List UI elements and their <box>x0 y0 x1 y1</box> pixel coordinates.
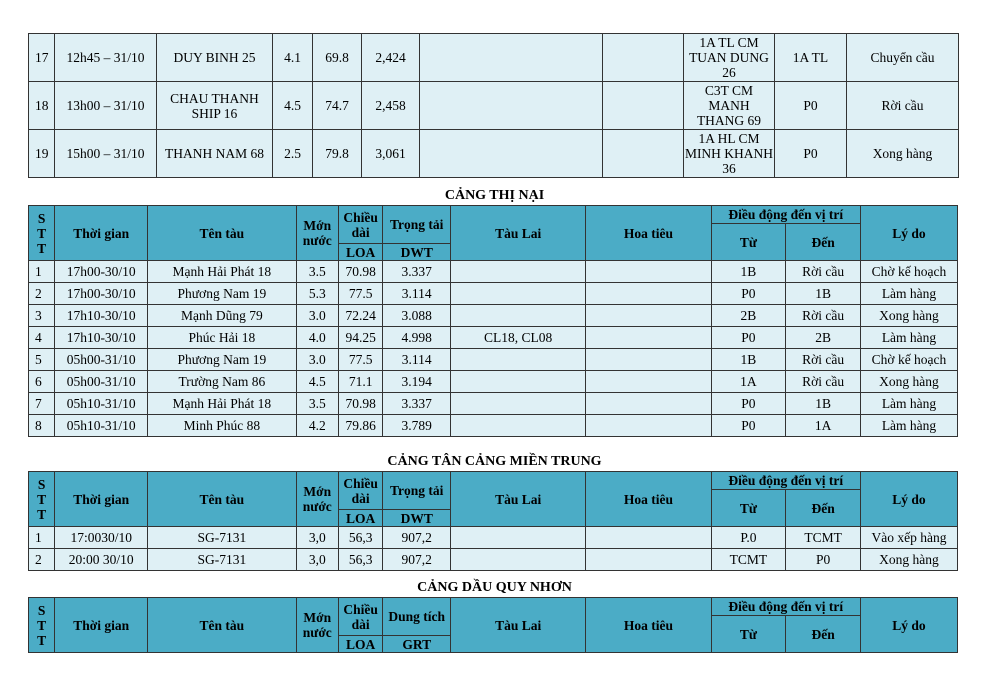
cell-pilot <box>586 371 711 393</box>
header-to: Đến <box>786 490 861 527</box>
cell-time: 05h10-31/10 <box>55 415 148 437</box>
header-to: Đến <box>786 616 861 653</box>
cell-time: 05h00-31/10 <box>55 371 148 393</box>
table-row <box>29 130 959 178</box>
cell-reason: Chờ kế hoạch <box>860 349 957 371</box>
cell-loa: 70.98 <box>338 261 382 283</box>
cell-tug <box>451 415 586 437</box>
cell-from: 1A TL CM TUAN DUNG 26 <box>684 34 775 82</box>
cell-name: Phương Nam 19 <box>148 283 296 305</box>
cell-from: P0 <box>711 327 786 349</box>
cell-time: 13h00 – 31/10 <box>55 82 157 130</box>
cell-time: 20:00 30/10 <box>55 549 148 571</box>
cell-reason: Xong hàng <box>860 305 957 327</box>
cell-tug <box>420 34 603 82</box>
header-from: Từ <box>711 490 786 527</box>
cell-dwt: 3.114 <box>383 349 451 371</box>
cell-loa: 70.98 <box>338 393 382 415</box>
cell-stt: 1 <box>29 261 55 283</box>
cell-time: 17h00-30/10 <box>55 261 148 283</box>
previous-port-table <box>28 33 959 178</box>
cell-name: DUY BINH 25 <box>157 34 273 82</box>
cell-stt: 2 <box>29 549 55 571</box>
cell-name: Mạnh Hải Phát 18 <box>148 393 296 415</box>
table-row <box>29 82 959 130</box>
header-length: Chiều dài <box>338 206 382 244</box>
thi-nai-table <box>28 205 958 437</box>
header-reason: Lý do <box>860 206 957 261</box>
cell-from: P0 <box>711 283 786 305</box>
cell-stt: 3 <box>29 305 55 327</box>
cell-pilot <box>586 415 711 437</box>
cell-name: SG-7131 <box>148 549 296 571</box>
cell-loa: 71.1 <box>338 371 382 393</box>
header-pilot: Hoa tiêu <box>586 598 711 653</box>
table-row <box>29 305 958 327</box>
cell-pilot <box>586 393 711 415</box>
cell-stt: 18 <box>29 82 55 130</box>
cell-to: Rời cầu <box>786 371 861 393</box>
header-stt <box>29 472 55 527</box>
cell-dwt: 4.998 <box>383 327 451 349</box>
cell-pilot <box>586 261 711 283</box>
cell-name: Phúc Hải 18 <box>148 327 296 349</box>
cell-reason: Rời cầu <box>847 82 959 130</box>
cell-dwt: 2,458 <box>362 82 420 130</box>
cell-name: CHAU THANH SHIP 16 <box>157 82 273 130</box>
cell-draft: 2.5 <box>273 130 313 178</box>
table-row <box>29 527 958 549</box>
cell-name: THANH NAM 68 <box>157 130 273 178</box>
header-move: Điều động đến vị trí <box>711 472 860 490</box>
cell-dwt: 907,2 <box>383 527 451 549</box>
cell-pilot <box>586 549 711 571</box>
cell-stt: 1 <box>29 527 55 549</box>
header-name: Tên tàu <box>148 206 296 261</box>
cell-tug <box>451 527 586 549</box>
cell-tug <box>451 283 586 305</box>
cell-tug <box>451 305 586 327</box>
cell-loa: 74.7 <box>313 82 362 130</box>
cell-stt: 19 <box>29 130 55 178</box>
cell-to: 1A <box>786 415 861 437</box>
header-stt <box>29 598 55 653</box>
cell-time: 12h45 – 31/10 <box>55 34 157 82</box>
header-pilot: Hoa tiêu <box>586 472 711 527</box>
cell-dwt: 3.789 <box>383 415 451 437</box>
cell-to: 1A TL <box>775 34 847 82</box>
header-loa: LOA <box>338 510 382 527</box>
cell-dwt: 907,2 <box>383 549 451 571</box>
header-loa: LOA <box>338 244 382 261</box>
cell-tug: CL18, CL08 <box>451 327 586 349</box>
cell-pilot <box>586 327 711 349</box>
cell-tug <box>420 82 603 130</box>
cell-pilot <box>586 283 711 305</box>
cell-tug <box>451 349 586 371</box>
cell-time: 05h10-31/10 <box>55 393 148 415</box>
cell-from: P0 <box>711 393 786 415</box>
header-move: Điều động đến vị trí <box>711 206 860 224</box>
header-move: Điều động đến vị trí <box>711 598 860 616</box>
cell-name: Phương Nam 19 <box>148 349 296 371</box>
header-time: Thời gian <box>55 598 148 653</box>
cell-name: Mạnh Hải Phát 18 <box>148 261 296 283</box>
cell-from: C3T CM MANH THANG 69 <box>684 82 775 130</box>
header-to: Đến <box>786 224 861 261</box>
cell-from: 1A <box>711 371 786 393</box>
cell-stt: 17 <box>29 34 55 82</box>
header-tug: Tàu Lai <box>451 472 586 527</box>
cell-loa: 77.5 <box>338 349 382 371</box>
cell-draft: 4.0 <box>296 327 338 349</box>
header-pilot: Hoa tiêu <box>586 206 711 261</box>
header-length: Chiều dài <box>338 472 382 510</box>
cell-draft: 4.2 <box>296 415 338 437</box>
cell-time: 05h00-31/10 <box>55 349 148 371</box>
cell-tug <box>451 371 586 393</box>
header-name: Tên tàu <box>148 598 296 653</box>
cell-loa: 56,3 <box>338 549 382 571</box>
header-dwt: DWT <box>383 510 451 527</box>
header-from: Từ <box>711 616 786 653</box>
header-reason: Lý do <box>860 598 957 653</box>
cell-to: 2B <box>786 327 861 349</box>
cell-draft: 3.5 <box>296 261 338 283</box>
cell-name: SG-7131 <box>148 527 296 549</box>
cell-dwt: 3.114 <box>383 283 451 305</box>
table-row <box>29 34 959 82</box>
table-row <box>29 283 958 305</box>
section-title-tan-cang: CẢNG TÂN CẢNG MIỀN TRUNG <box>387 454 602 469</box>
dau-quy-nhon-table <box>28 597 958 653</box>
cell-stt: 2 <box>29 283 55 305</box>
cell-stt: 6 <box>29 371 55 393</box>
cell-time: 17h10-30/10 <box>55 327 148 349</box>
header-stt-label: S T T <box>37 210 47 256</box>
header-tug: Tàu Lai <box>451 598 586 653</box>
cell-draft: 3.0 <box>296 349 338 371</box>
header-name: Tên tàu <box>148 472 296 527</box>
cell-loa: 56,3 <box>338 527 382 549</box>
header-tonnage: Trọng tải <box>383 472 451 510</box>
cell-stt: 7 <box>29 393 55 415</box>
cell-tug <box>420 130 603 178</box>
cell-dwt: 3.337 <box>383 393 451 415</box>
cell-pilot <box>586 349 711 371</box>
cell-name: Minh Phúc 88 <box>148 415 296 437</box>
cell-to: P0 <box>775 130 847 178</box>
cell-tug <box>451 549 586 571</box>
cell-reason: Chờ kế hoạch <box>860 261 957 283</box>
cell-time: 17:0030/10 <box>55 527 148 549</box>
cell-loa: 77.5 <box>338 283 382 305</box>
cell-to: Rời cầu <box>786 305 861 327</box>
cell-reason: Vào xếp hàng <box>860 527 957 549</box>
header-stt-label: S T T <box>37 476 47 522</box>
header-tug: Tàu Lai <box>451 206 586 261</box>
table-row <box>29 349 958 371</box>
cell-reason: Xong hàng <box>860 549 957 571</box>
cell-reason: Chuyển cầu <box>847 34 959 82</box>
cell-draft: 3.5 <box>296 393 338 415</box>
cell-to: P0 <box>786 549 861 571</box>
cell-to: 1B <box>786 283 861 305</box>
cell-name: Trường Nam 86 <box>148 371 296 393</box>
section-title-thi-nai: CẢNG THỊ NẠI <box>444 188 545 203</box>
header-dwt: DWT <box>383 244 451 261</box>
cell-from: P.0 <box>711 527 786 549</box>
header-from: Từ <box>711 224 786 261</box>
cell-time: 17h00-30/10 <box>55 283 148 305</box>
cell-pilot <box>586 305 711 327</box>
cell-draft: 3.0 <box>296 305 338 327</box>
cell-pilot <box>603 130 684 178</box>
header-reason: Lý do <box>860 472 957 527</box>
cell-dwt: 2,424 <box>362 34 420 82</box>
cell-dwt: 3.088 <box>383 305 451 327</box>
cell-draft: 4.1 <box>273 34 313 82</box>
cell-loa: 79.86 <box>338 415 382 437</box>
header-length: Chiều dài <box>338 598 382 636</box>
cell-loa: 94.25 <box>338 327 382 349</box>
cell-loa: 79.8 <box>313 130 362 178</box>
cell-reason: Làm hàng <box>860 393 957 415</box>
cell-pilot <box>603 82 684 130</box>
cell-time: 15h00 – 31/10 <box>55 130 157 178</box>
cell-pilot <box>586 527 711 549</box>
cell-time: 17h10-30/10 <box>55 305 148 327</box>
table-row <box>29 371 958 393</box>
header-draft: Mớn nước <box>296 472 338 527</box>
cell-reason: Làm hàng <box>860 327 957 349</box>
cell-stt: 4 <box>29 327 55 349</box>
cell-from: 1A HL CM MINH KHANH 36 <box>684 131 774 176</box>
cell-pilot <box>603 34 684 82</box>
table-row <box>29 549 958 571</box>
cell-from: 1B <box>711 349 786 371</box>
header-stt <box>29 206 55 261</box>
cell-reason: Xong hàng <box>847 130 959 178</box>
header-grt: GRT <box>383 636 451 653</box>
cell-draft: 3,0 <box>296 527 338 549</box>
cell-draft: 3,0 <box>296 549 338 571</box>
cell-reason: Xong hàng <box>860 371 957 393</box>
header-time: Thời gian <box>55 206 148 261</box>
header-stt-label: S T T <box>37 602 47 648</box>
header-tonnage: Trọng tải <box>383 206 451 244</box>
cell-stt: 8 <box>29 415 55 437</box>
cell-draft: 4.5 <box>296 371 338 393</box>
cell-reason: Làm hàng <box>860 283 957 305</box>
cell-to: 1B <box>786 393 861 415</box>
cell-dwt: 3.194 <box>383 371 451 393</box>
cell-loa: 72.24 <box>338 305 382 327</box>
tan-cang-table <box>28 471 958 571</box>
cell-from: TCMT <box>711 549 786 571</box>
table-row <box>29 415 958 437</box>
cell-to: TCMT <box>786 527 861 549</box>
cell-draft: 4.5 <box>273 82 313 130</box>
cell-to: Rời cầu <box>786 261 861 283</box>
cell-tug <box>451 261 586 283</box>
cell-loa: 69.8 <box>313 34 362 82</box>
table-row <box>29 327 958 349</box>
header-loa: LOA <box>338 636 382 653</box>
cell-dwt: 3.337 <box>383 261 451 283</box>
cell-name: Mạnh Dũng 79 <box>148 305 296 327</box>
cell-from: P0 <box>711 415 786 437</box>
section-title-dau-quy-nhon: CẢNG DẦU QUY NHƠN <box>417 580 572 595</box>
cell-from: 2B <box>711 305 786 327</box>
cell-to: Rời cầu <box>786 349 861 371</box>
table-row <box>29 261 958 283</box>
header-draft: Mớn nước <box>296 598 338 653</box>
table-row <box>29 393 958 415</box>
cell-draft: 5.3 <box>296 283 338 305</box>
cell-from: 1B <box>711 261 786 283</box>
cell-tug <box>451 393 586 415</box>
header-capacity: Dung tích <box>383 598 451 636</box>
cell-to: P0 <box>775 82 847 130</box>
cell-dwt: 3,061 <box>362 130 420 178</box>
cell-stt: 5 <box>29 349 55 371</box>
header-time: Thời gian <box>55 472 148 527</box>
header-draft: Mớn nước <box>296 206 338 261</box>
cell-reason: Làm hàng <box>860 415 957 437</box>
